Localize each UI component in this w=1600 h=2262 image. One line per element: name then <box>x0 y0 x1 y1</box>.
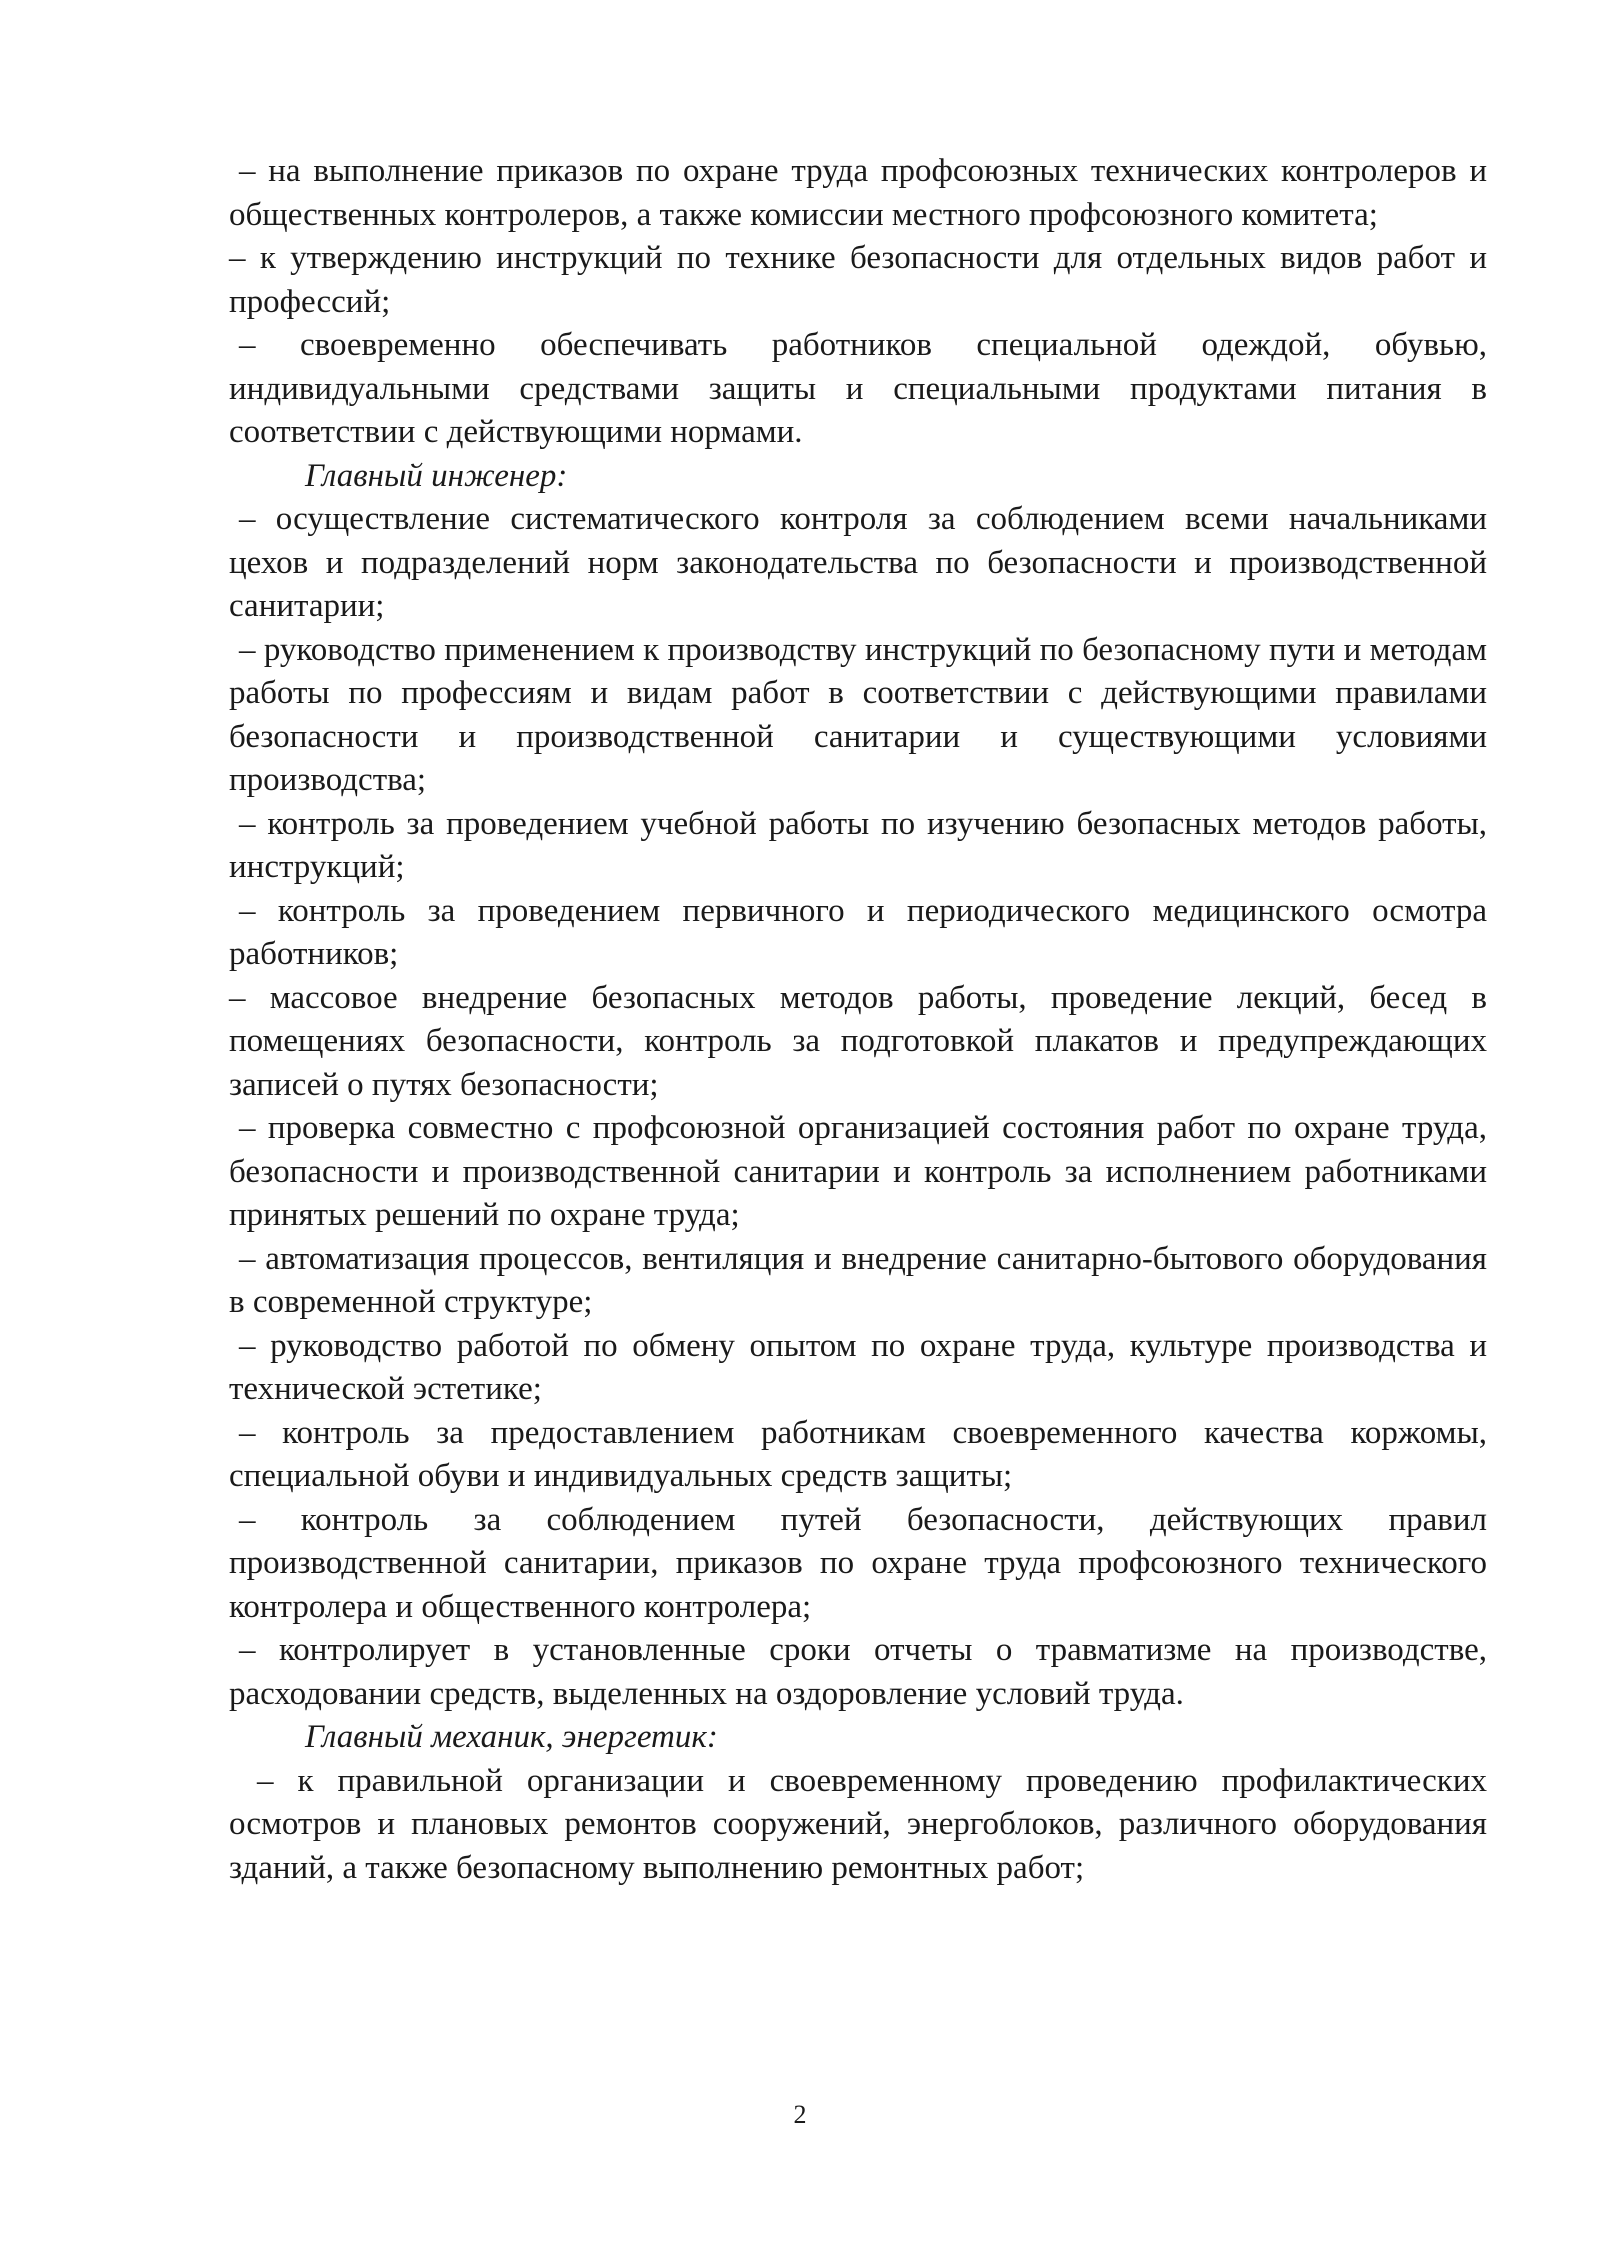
list-item: – проверка совместно с профсоюзной организацией состояния работ по охране труда, безопасности и производственной санитарии и контроль за исполнением работниками принятых решений по охране труда; <box>229 1110 1487 1233</box>
page-number: 2 <box>793 2100 807 2129</box>
list-item: – контроль за проведением учебной работы по изучению безопасных методов работы, инструкций; <box>229 805 1487 885</box>
list-item: – к утверждению инструкций по технике безопасности для отдельных видов работ и профессий; <box>229 240 1487 320</box>
list-item: – на выполнение приказов по охране труда профсоюзных технических контролеров и общественных контролеров, а также комиссии местного профсоюзного комитета; <box>229 153 1487 233</box>
list-item: – контроль за проведением первичного и периодического медицинского осмотра работников; <box>229 892 1487 972</box>
list-item: – автоматизация процессов, вентиляция и внедрение санитарно-бытового оборудования в современной структуре; <box>229 1240 1487 1320</box>
list-item: – массовое внедрение безопасных методов работы, проведение лекций, бесед в помещениях безопасности, контроль за подготовкой плакатов и предупреждающих записей о путях безопасности; <box>229 979 1487 1103</box>
list-item: – контроль за соблюдением путей безопасности, действующих правил производственной санитарии, приказов по охране труда профсоюзного технического контролера и общественного контролера; <box>229 1501 1487 1625</box>
list-item: – руководство работой по обмену опытом по охране труда, культуре производства и технической эстетике; <box>229 1327 1487 1407</box>
section-heading-chief-mechanic: Главный механик, энергетик: <box>305 1719 718 1755</box>
list-item: – контроль за предоставлением работникам своевременного качества коржомы, специальной обуви и индивидуальных средств защиты; <box>229 1414 1487 1494</box>
document-page <box>229 150 1487 1890</box>
list-item: – своевременно обеспечивать работников специальной одеждой, обувью, индивидуальными средствами защиты и специальными продуктами питания в соответствии с действующими нормами. <box>229 327 1487 450</box>
list-item: – руководство применением к производству инструкций по безопасному пути и методам работы по профессиям и видам работ в соответствии с действующими правилами безопасности и производственной санитарии и существующими условиями производства; <box>229 631 1487 798</box>
list-item: – к правильной организации и своевременному проведению профилактических осмотров и плановых ремонтов сооружений, энергоблоков, различного оборудования зданий, а также безопасному выполнению ремонтных работ; <box>229 1762 1487 1886</box>
list-item: – контролирует в установленные сроки отчеты о травматизме на производстве, расходовании средств, выделенных на оздоровление условий труда. <box>229 1632 1487 1712</box>
section-heading-chief-engineer: Главный инженер: <box>305 457 568 494</box>
list-item: – осуществление систематического контроля за соблюдением всеми начальниками цехов и подразделений норм законодательства по безопасности и производственной санитарии; <box>229 501 1487 624</box>
